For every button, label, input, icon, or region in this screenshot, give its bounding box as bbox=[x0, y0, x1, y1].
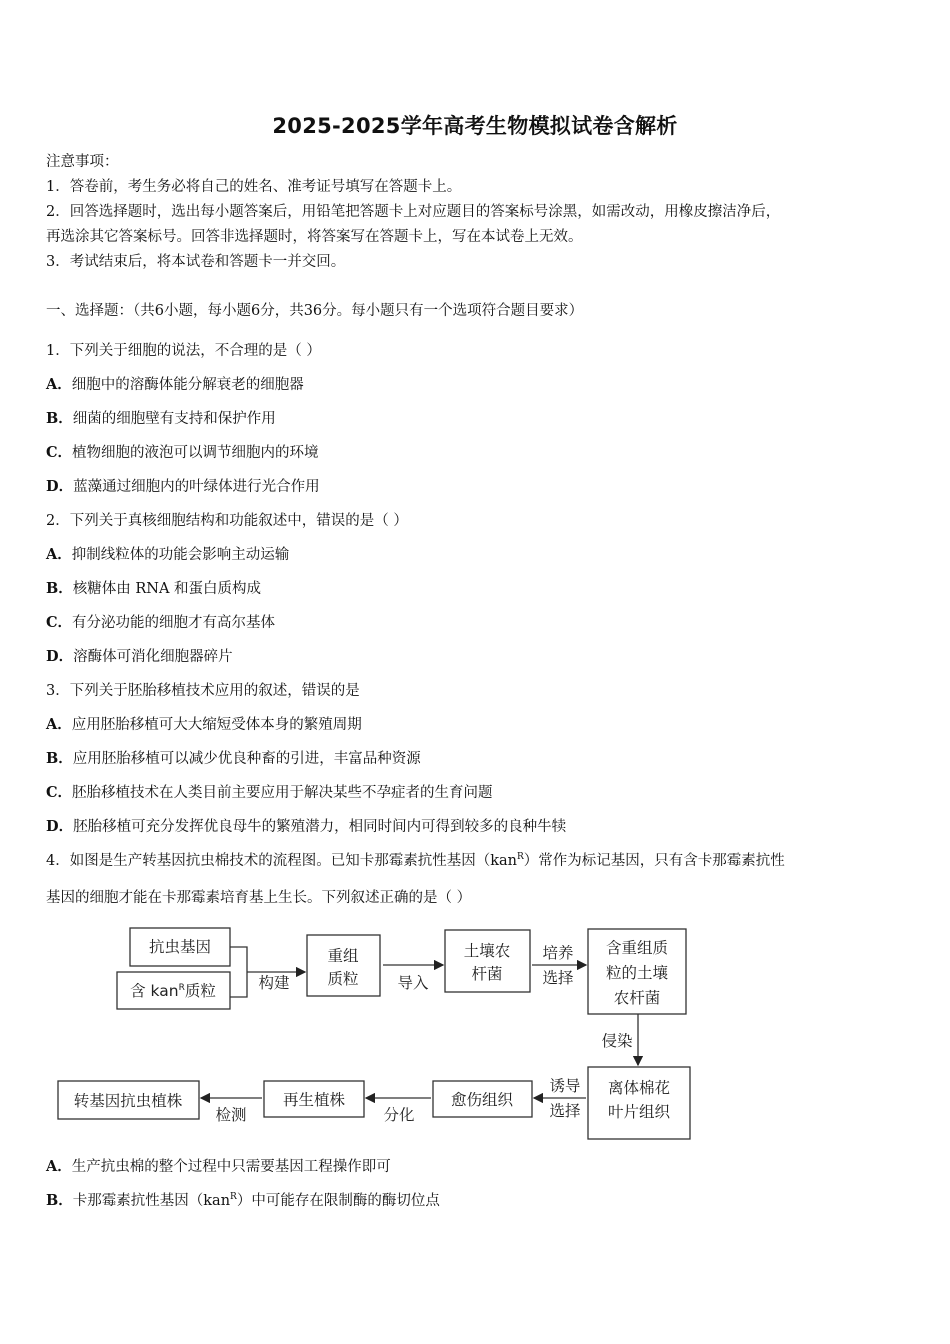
option-text: 溶酶体可消化细胞器碎片 bbox=[73, 649, 233, 665]
option-label: D． bbox=[46, 648, 74, 665]
option-text: 胚胎移植可充分发挥优良母牛的繁殖潜力，相同时间内可得到较多的良种牛犊 bbox=[73, 819, 567, 835]
label-differentiate: 分化 bbox=[383, 1106, 415, 1124]
option-label: C． bbox=[46, 784, 73, 801]
option-label: C． bbox=[46, 614, 73, 631]
notice-item-2: 2．回答选择题时，选出每小题答案后，用铅笔把答题卡上对应题目的答案标号涂黑，如需改动，用橡皮擦洁净后， bbox=[46, 204, 781, 220]
option-text: 有分泌功能的细胞才有高尔基体 bbox=[72, 615, 276, 631]
option-text: 抑制线粒体的功能会影响主动运输 bbox=[71, 547, 290, 563]
q2-option-c bbox=[46, 613, 275, 633]
option-label: A． bbox=[46, 546, 72, 563]
option-text: 植物细胞的液泡可以调节细胞内的环境 bbox=[72, 445, 319, 461]
box-recombinant-line2: 质粒 bbox=[327, 970, 359, 988]
box-insect-gene-label: 抗虫基因 bbox=[148, 938, 212, 956]
q3-option-a bbox=[46, 715, 362, 735]
label-import: 导入 bbox=[397, 974, 429, 992]
option-label: D． bbox=[46, 478, 74, 495]
option-label: B． bbox=[46, 410, 73, 427]
q4-stem-line2: 基因的细胞才能在卡那霉素培育基上生长。下列叙述正确的是（ ） bbox=[46, 890, 472, 906]
label-construct: 构建 bbox=[258, 974, 290, 992]
label-infect: 侵染 bbox=[601, 1032, 633, 1050]
option-label: C． bbox=[46, 444, 73, 461]
flowchart-diagram bbox=[50, 925, 710, 1145]
option-text-post: ）中可能存在限制酶的酶切位点 bbox=[236, 1193, 440, 1209]
option-label: B． bbox=[46, 750, 73, 767]
notice-item-2-cont: 再选涂其它答案标号。回答非选择题时，将答案写在答题卡上，写在本试卷上无效。 bbox=[46, 229, 583, 245]
notice-item-1: 1．答卷前，考生务必将自己的姓名、准考证号填写在答题卡上。 bbox=[46, 179, 462, 195]
option-text: 核糖体由 RNA 和蛋白质构成 bbox=[72, 581, 262, 597]
q1-option-b bbox=[46, 409, 276, 429]
q1-option-a bbox=[46, 375, 304, 395]
option-text: 应用胚胎移植可以减少优良种畜的引进，丰富品种资源 bbox=[72, 751, 421, 767]
bracket-connector bbox=[230, 947, 247, 997]
option-text: 生产抗虫棉的整个过程中只需要基因工程操作即可 bbox=[71, 1159, 391, 1175]
q4-option-a bbox=[46, 1157, 391, 1177]
box-agro-recomb-line3: 农杆菌 bbox=[613, 989, 661, 1007]
q2-option-b bbox=[46, 579, 261, 599]
box-leaf-line1: 离体棉花 bbox=[607, 1079, 671, 1097]
q3-stem: 3．下列关于胚胎移植技术应用的叙述，错误的是 bbox=[46, 683, 360, 699]
q3-option-b bbox=[46, 749, 421, 769]
notice-heading: 注意事项： bbox=[46, 154, 119, 170]
label-culture-line1: 培养 bbox=[542, 944, 574, 962]
q1-stem: 1．下列关于细胞的说法，不合理的是（ ） bbox=[46, 343, 321, 359]
box-recombinant-line1: 重组 bbox=[327, 947, 359, 965]
option-text: 细菌的细胞壁有支持和保护作用 bbox=[72, 411, 276, 427]
q2-option-d bbox=[46, 647, 233, 667]
option-text: 胚胎移植技术在人类目前主要应用于解决某些不孕症者的生育问题 bbox=[72, 785, 493, 801]
option-label: B． bbox=[46, 580, 73, 597]
q3-option-d bbox=[46, 817, 566, 837]
box-agro-line1: 土壤农 bbox=[463, 942, 511, 960]
plasmid-pre: 含 kan bbox=[130, 982, 179, 1000]
label-culture-line2: 选择 bbox=[542, 969, 574, 987]
option-label: D． bbox=[46, 818, 74, 835]
option-label: A． bbox=[46, 1158, 72, 1175]
section-heading: 一、选择题：（共6小题，每小题6分，共36分。每小题只有一个选项符合题目要求） bbox=[46, 303, 584, 319]
q3-option-c bbox=[46, 783, 493, 803]
option-text: 应用胚胎移植可大大缩短受体本身的繁殖周期 bbox=[71, 717, 362, 733]
box-leaf-line2: 叶片组织 bbox=[607, 1103, 671, 1121]
page-title: 2025-2025学年高考生物模拟试卷含解析 bbox=[272, 114, 678, 138]
box-final-label: 转基因抗虫植株 bbox=[73, 1092, 183, 1110]
option-text: 蓝藻通过细胞内的叶绿体进行光合作用 bbox=[73, 479, 320, 495]
q1-option-d bbox=[46, 477, 320, 497]
notice-item-3: 3．考试结束后，将本试卷和答题卡一并交回。 bbox=[46, 254, 346, 270]
option-text: 细胞中的溶酶体能分解衰老的细胞器 bbox=[71, 377, 304, 393]
option-text-pre: 卡那霉素抗性基因（kan bbox=[72, 1193, 231, 1209]
plasmid-sup: R bbox=[178, 983, 185, 993]
box-agro-line2: 杆菌 bbox=[471, 965, 503, 983]
option-label: A． bbox=[46, 376, 72, 393]
superscript-r: R bbox=[230, 1192, 237, 1203]
option-label: A． bbox=[46, 716, 72, 733]
superscript-r: R bbox=[517, 852, 524, 863]
box-agro-recomb-line2: 粒的土壤 bbox=[605, 964, 669, 982]
q4-stem bbox=[46, 851, 785, 871]
q2-stem: 2．下列关于真核细胞结构和功能叙述中，错误的是（ ） bbox=[46, 513, 408, 529]
box-agro-recomb-line1: 含重组质 bbox=[605, 939, 669, 957]
q4-stem-part1: 4．如图是生产转基因抗虫棉技术的流程图。已知卡那霉素抗性基因（kan bbox=[46, 853, 517, 869]
q2-option-a bbox=[46, 545, 289, 565]
q4-stem-part2: ）常作为标记基因，只有含卡那霉素抗性 bbox=[523, 853, 785, 869]
q1-option-c bbox=[46, 443, 319, 463]
option-label: B． bbox=[46, 1192, 73, 1209]
q4-option-b bbox=[46, 1191, 440, 1211]
box-regen-label: 再生植株 bbox=[282, 1091, 346, 1109]
label-detect: 检测 bbox=[215, 1106, 247, 1124]
box-callus-label: 愈伤组织 bbox=[450, 1091, 514, 1109]
label-induce-line1: 诱导 bbox=[549, 1077, 581, 1095]
box-plasmid-label bbox=[130, 982, 216, 1000]
label-induce-line2: 选择 bbox=[549, 1102, 581, 1120]
plasmid-post: 质粒 bbox=[184, 982, 216, 1000]
